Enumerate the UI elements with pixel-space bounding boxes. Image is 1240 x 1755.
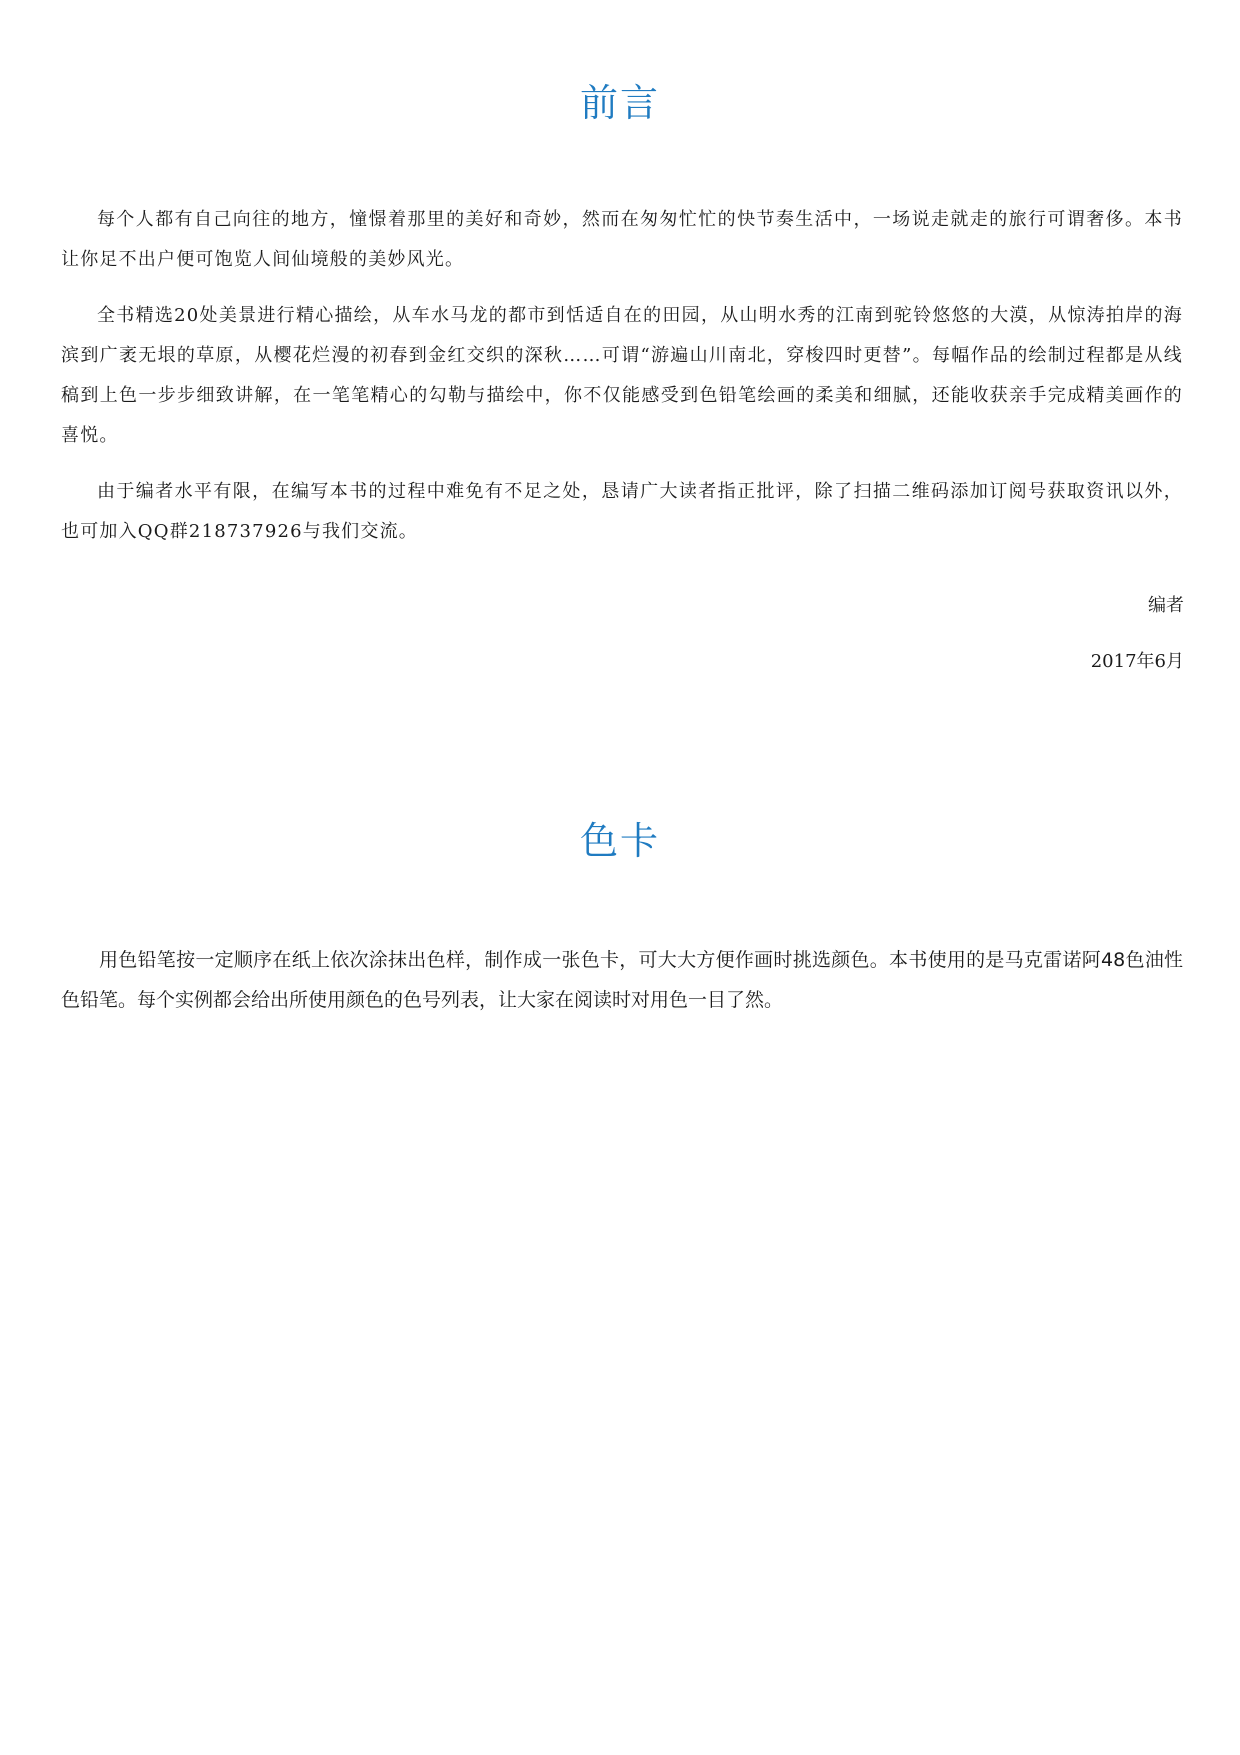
- foreword-paragraph-1: 每个人都有自己向往的地方，憧憬着那里的美好和奇妙，然而在匆匆忙忙的快节奏生活中，一场说走就走的旅行可谓奢侈。本书让你足不出户便可饱览人间仙境般的美妙风光。: [61, 209, 1183, 270]
- color-card-title: 色卡: [579, 819, 660, 863]
- foreword-date: 2017年6月: [1090, 651, 1184, 672]
- foreword-paragraph-2: 全书精选20处美景进行精心描绘，从车水马龙的都市到恬适自在的田园，从山明水秀的江南到驼铃悠悠的大漠，从惊涛拍岸的海滨到广袤无垠的草原，从樱花烂漫的初春到金红交织的深秋……可谓“游遍山川南北，穿梭四时更替”。每幅作品的绘制过程都是从线稿到上色一步步细致讲解，在一笔笔精心的勾勒与描绘中，你不仅能感受到色铅笔绘画的柔美和细腻，还能收获亲手完成精美画作的喜悦。: [61, 305, 1183, 446]
- foreword-body: [61, 200, 1183, 568]
- color-card-body: [61, 940, 1183, 1020]
- foreword-title: 前言: [579, 81, 660, 125]
- foreword-paragraph-3: 由于编者水平有限，在编写本书的过程中难免有不足之处，恳请广大读者指正批评，除了扫描二维码添加订阅号获取资讯以外，也可加入QQ群218737926与我们交流。: [61, 481, 1183, 542]
- color-card-paragraph: 用色铅笔按一定顺序在纸上依次涂抹出色样，制作成一张色卡，可大大方便作画时挑选颜色。本书使用的是马克雷诺阿48色油性色铅笔。每个实例都会给出所使用颜色的色号列表，让大家在阅读时对用色一目了然。: [61, 949, 1183, 1011]
- foreword-signature: 编者: [1148, 595, 1184, 616]
